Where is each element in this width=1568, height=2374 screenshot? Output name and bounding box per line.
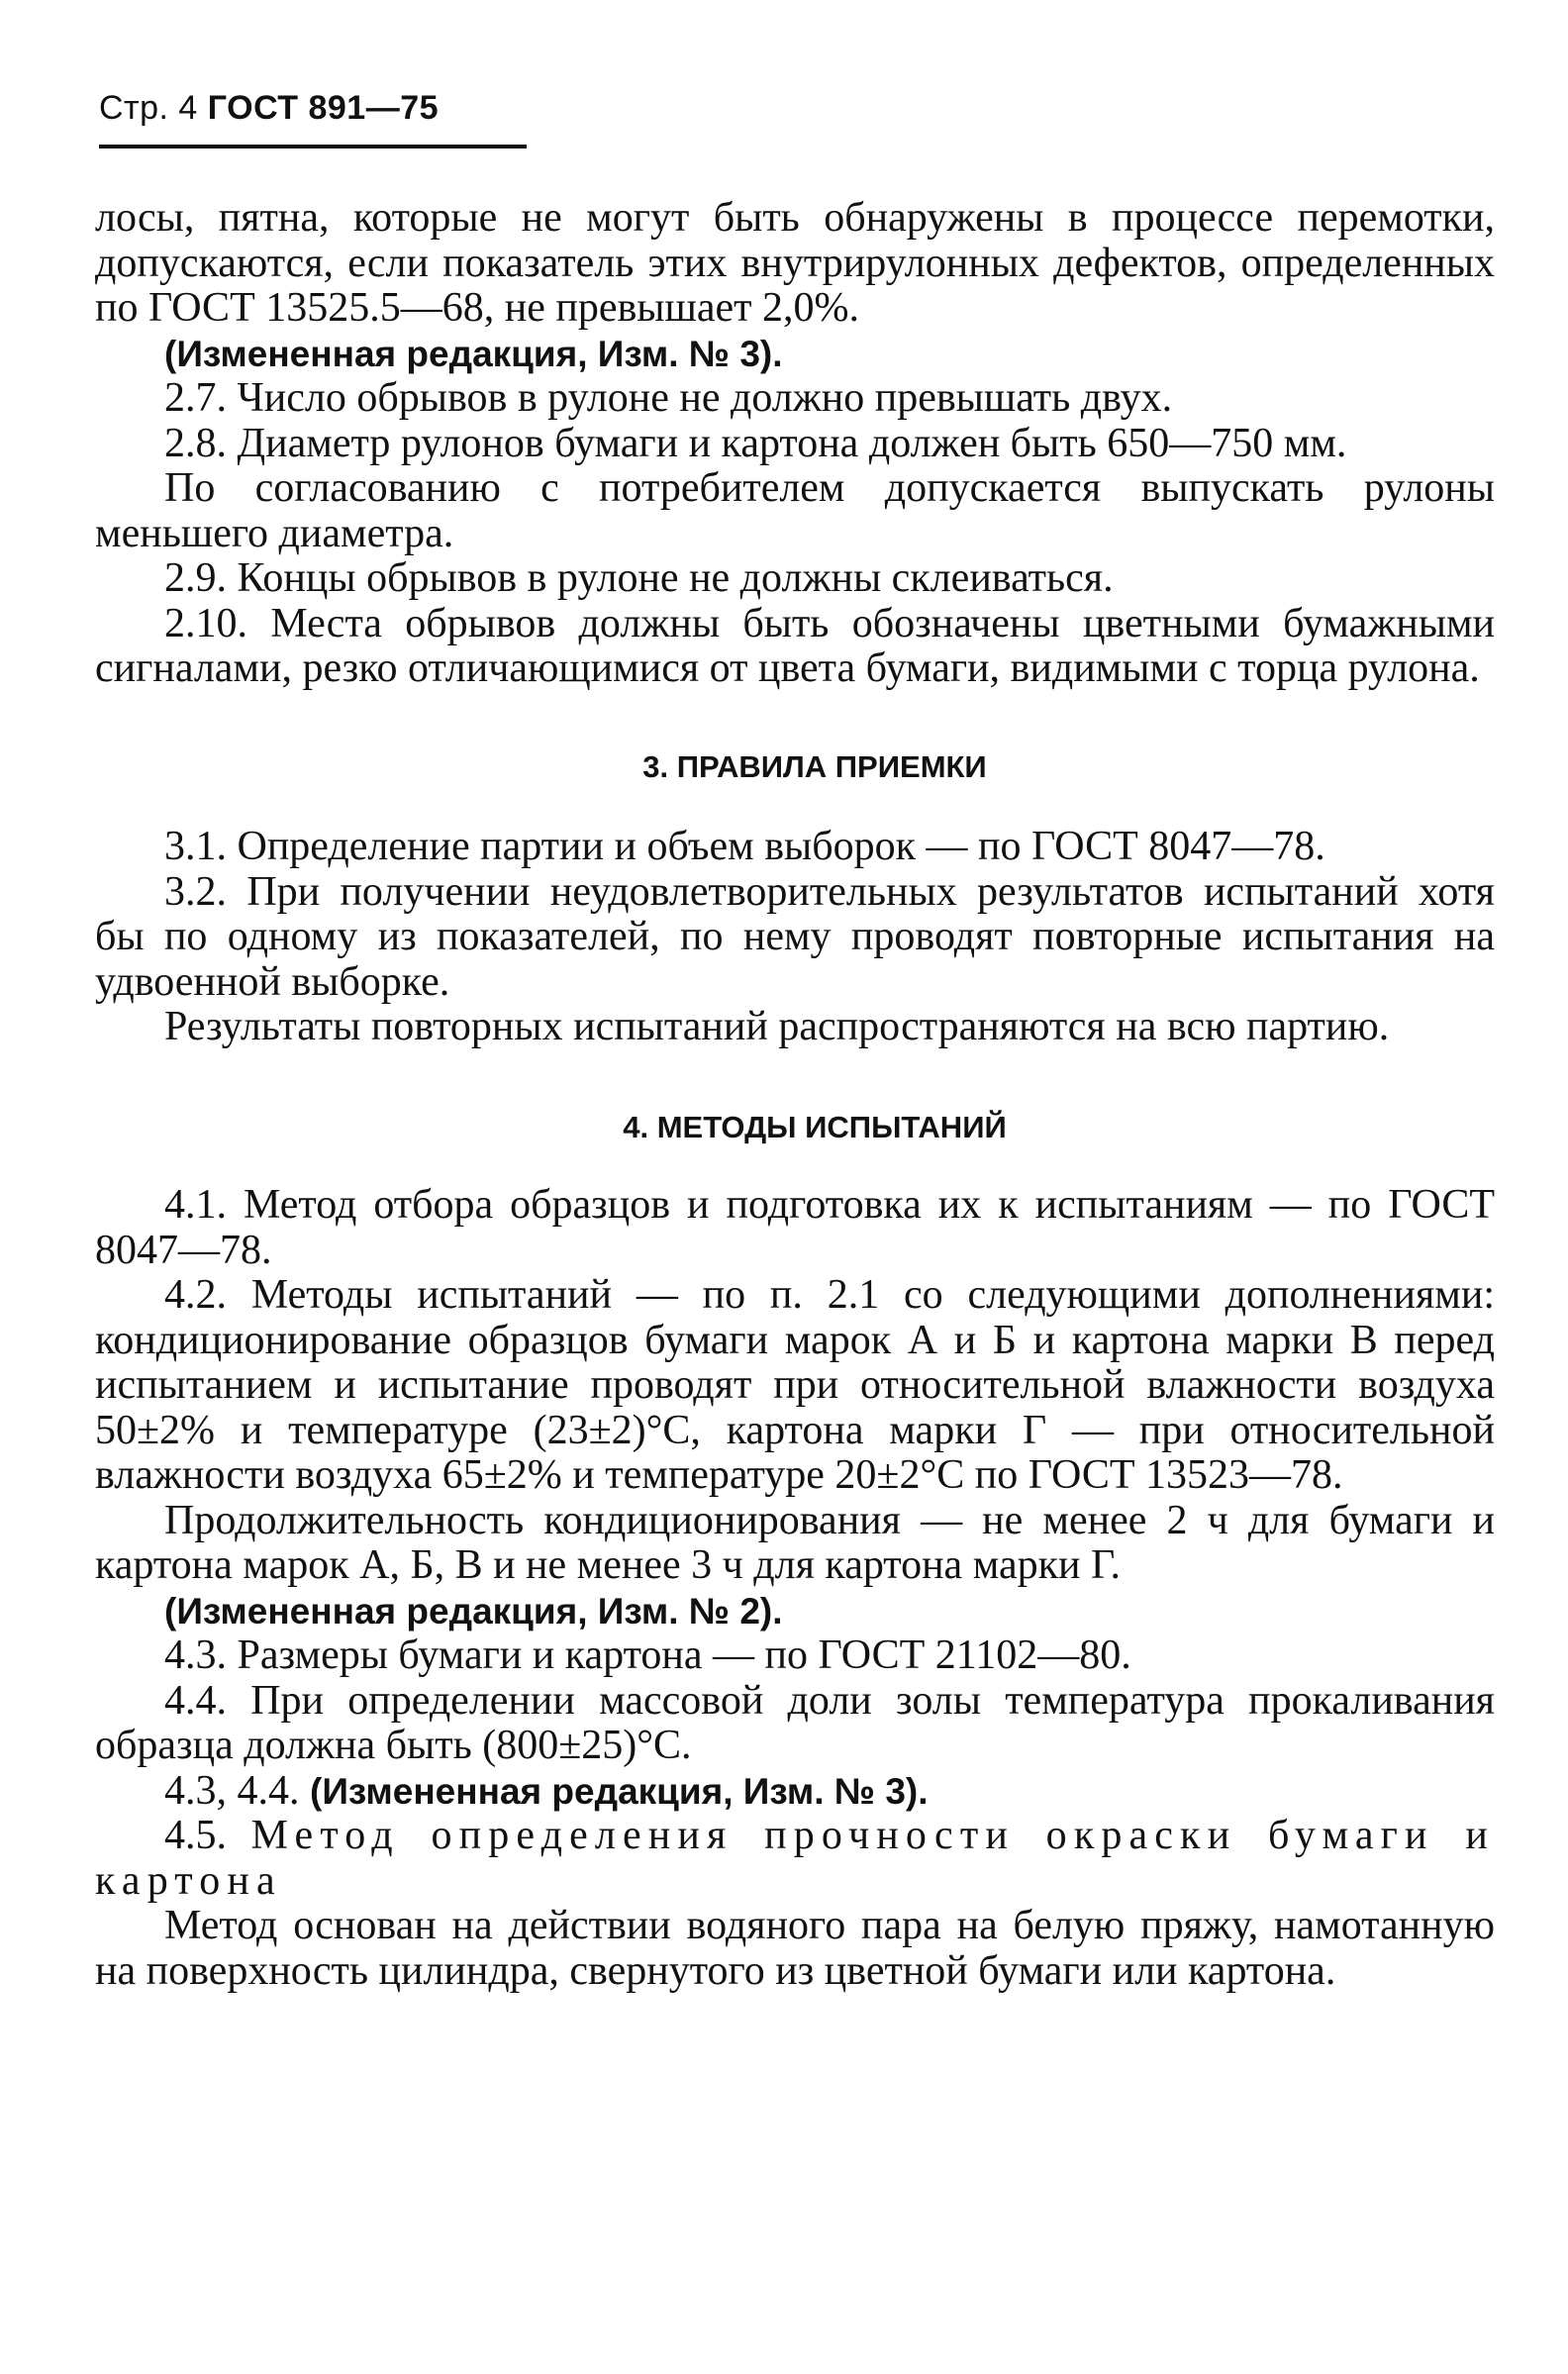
paragraph: По согласованию с потребителем допускается выпускать рулоны меньшего диаметра. [95, 465, 1495, 556]
clause-3-1: 3.1. Определение партии и объем выборок — по ГОСТ 8047—78. [164, 824, 1325, 869]
clause-4-2: 4.2. Методы испытаний — по п. 2.1 со следующими дополнениями: кондиционирование образцов бумаги марок А и Б и картона марки В перед испытанием и испытание проводят при относительной влажности воздуха 50±2% и температуре (23±2)°С, картона марки Г — при относительной влажности воздуха 65±2% и температуре 20±2°С по ГОСТ 13523—78. [95, 1272, 1495, 1498]
document-body [95, 196, 1495, 1994]
section-heading-3: 3. ПРАВИЛА ПРИЕМКИ [642, 748, 987, 784]
standard-number: ГОСТ 891—75 [207, 89, 440, 127]
paragraph: Продолжительность кондиционирования — не менее 2 ч для бумаги и картона марок А, Б, В и не менее 3 ч для картона марки Г. [95, 1497, 1495, 1588]
section-heading-4: 4. МЕТОДЫ ИСПЫТАНИЙ [623, 1109, 1007, 1144]
amendment-note: (Измененная редакция, Изм. № 2). [164, 1590, 783, 1632]
amendment-note: (Измененная редакция, Изм. № 3). [164, 333, 783, 374]
clause-title: Метод определения прочности окраски бумаги и картона [95, 1813, 1496, 1904]
page-number-label: Стр. 4 [99, 89, 198, 127]
clause-2-8: 2.8. Диаметр рулонов бумаги и картона должен быть 650—750 мм. [164, 420, 1347, 466]
clause-4-5 [95, 1814, 1495, 1904]
clause-4-4: 4.4. При определении массовой доли золы температура прокаливания образца должна быть (800±25)°С. [95, 1677, 1495, 1768]
amendment-note [95, 1769, 1495, 1815]
clause-2-10: 2.10. Места обрывов должны быть обозначены цветными бумажными сигналами, резко отличающимися от цвета бумаги, видимыми с торца рулона. [95, 600, 1495, 691]
header-rule [99, 145, 527, 148]
page-header [99, 89, 439, 128]
paragraph: Результаты повторных испытаний распространяются на всю партию. [164, 1004, 1390, 1049]
clause-4-3: 4.3. Размеры бумаги и картона — по ГОСТ 21102—80. [164, 1632, 1131, 1678]
amendment-clause-ref: 4.3, 4.4. [164, 1767, 310, 1814]
paragraph-continuation: лосы, пятна, которые не могут быть обнаружены в процессе перемотки, допускаются, если показатель этих внутрирулонных дефектов, определенных по ГОСТ 13525.5—68, не превышает 2,0%. [95, 195, 1495, 331]
amendment-text: (Измененная редакция, Изм. № 3). [310, 1770, 929, 1812]
clause-number: 4.5. [164, 1813, 251, 1858]
clause-4-1: 4.1. Метод отбора образцов и подготовка их к испытаниям — по ГОСТ 8047—78. [95, 1182, 1495, 1273]
clause-2-7: 2.7. Число обрывов в рулоне не должно превышать двух. [164, 375, 1173, 421]
paragraph: Метод основан на действии водяного пара на белую пряжу, намотанную на поверхность цилиндра, свернутого из цветной бумаги или картона. [95, 1903, 1495, 1994]
clause-3-2: 3.2. При получении неудовлетворительных результатов испытаний хотя бы по одному из показателей, по нему проводят повторные испытания на удвоенной выборке. [95, 868, 1495, 1005]
clause-2-9: 2.9. Концы обрывов в рулоне не должны склеиваться. [164, 555, 1114, 601]
